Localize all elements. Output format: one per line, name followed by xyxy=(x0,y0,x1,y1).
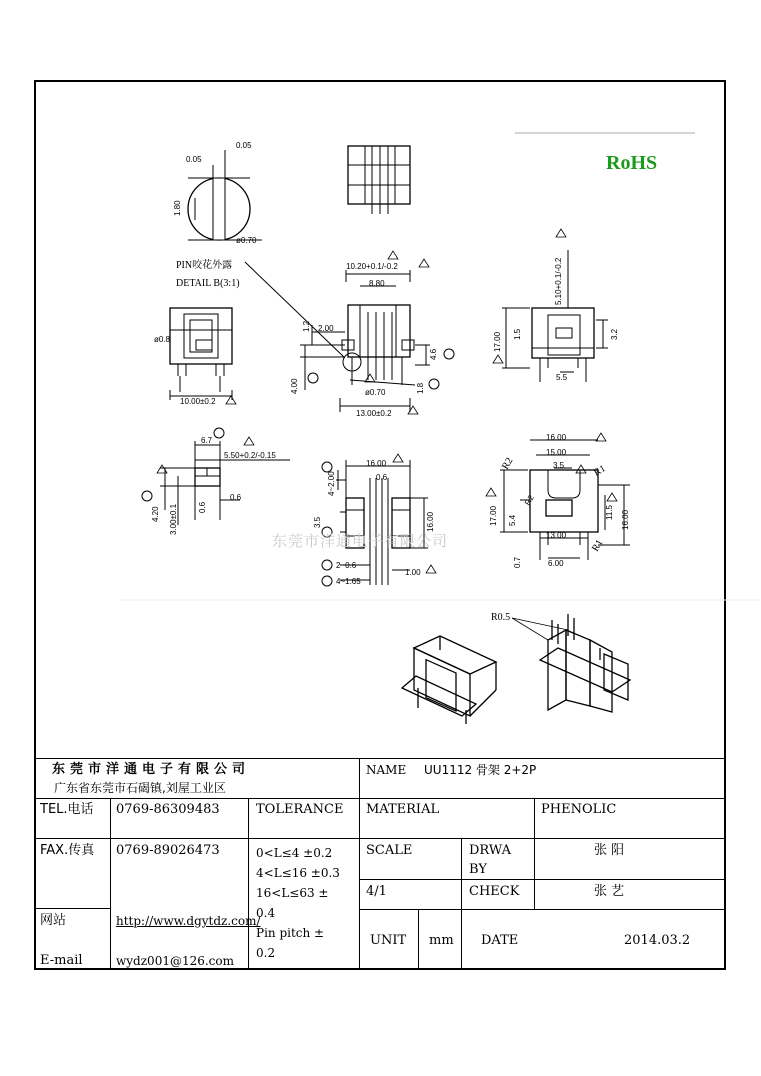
dim-main-880: 8.80 xyxy=(369,279,385,288)
detail-note-line2: DETAIL B(3:1) xyxy=(176,278,240,289)
material-value: PHENOLIC xyxy=(541,802,617,817)
dim-main-400: 4.00 xyxy=(290,378,299,394)
dim-top-005b: 0.05 xyxy=(236,141,252,150)
tel-value: 0769-86309483 xyxy=(116,802,220,817)
dim-bottom-1600: 16.00 xyxy=(366,459,387,468)
dim-bottom-06: 0.6 xyxy=(376,473,388,482)
unit-value: mm xyxy=(429,933,454,948)
top-view-pin-section xyxy=(173,141,262,245)
dim-right-07: 0.7 xyxy=(513,556,522,568)
top-pin-comb-view xyxy=(348,146,410,214)
dim-right-r2a: R2 xyxy=(500,455,516,472)
drawn-by: 张 阳 xyxy=(594,843,625,858)
tolerance-line: 16<L≤63 ± xyxy=(256,886,329,900)
detail-note-line1: PIN咬花外露 xyxy=(176,260,233,271)
dim-main-46: 4.6 xyxy=(429,348,438,360)
tolerance-table xyxy=(256,843,340,963)
dim-pin-06a: 0.6 xyxy=(198,501,207,513)
dim-side-32: 3.2 xyxy=(610,328,619,340)
drawn-label: DRWA xyxy=(469,843,512,858)
dim-bottom-35: 3.5 xyxy=(313,516,322,528)
dim-right-r1b: R1 xyxy=(590,537,606,554)
dim-right-115: 11.5 xyxy=(605,505,614,520)
bottom-view xyxy=(313,454,436,586)
dim-top-phi070: ø0.70 xyxy=(236,236,257,245)
by-label: BY xyxy=(469,862,487,877)
isometric-view-right xyxy=(540,614,630,712)
front-view xyxy=(154,308,236,406)
dim-main-18: 1.8 xyxy=(416,382,425,394)
company-name: 东莞市洋通电子有限公司 xyxy=(52,762,251,777)
scale-label: SCALE xyxy=(366,843,413,858)
dim-right-1600: 16.00 xyxy=(546,433,567,442)
dim-main-phi070: ø0.70 xyxy=(365,388,386,397)
scale-value: 4/1 xyxy=(366,884,387,899)
web-label: 网站 xyxy=(40,913,67,928)
tolerance-line: Pin pitch ± xyxy=(256,926,325,940)
title-block xyxy=(34,758,726,970)
unit-label: UNIT xyxy=(370,933,407,948)
fax-label: FAX.传真 xyxy=(40,843,95,858)
dim-bottom-4165: 4~1.65 xyxy=(336,577,361,586)
dim-main-1300: 13.00±0.2 xyxy=(356,409,392,418)
dim-right-1600v: 16.00 xyxy=(621,509,630,530)
tolerance-line: 0.2 xyxy=(256,946,276,960)
dim-right-54: 5.4 xyxy=(508,514,517,526)
dim-bottom-100: 1.00 xyxy=(405,568,421,577)
company-address: 广东省东莞市石碣镇,刘屋工业区 xyxy=(54,781,226,795)
check-label: CHECK xyxy=(469,884,520,899)
dim-main-12: 1.2 xyxy=(302,320,311,332)
isometric-view-left xyxy=(402,636,496,724)
checked-by: 张 艺 xyxy=(594,884,625,899)
dim-right-1700: 17.00 xyxy=(489,505,498,526)
rohs-mark: RoHS xyxy=(606,152,658,174)
dim-right-r1a: R1 xyxy=(592,463,608,479)
dim-right-1500: 15.00 xyxy=(546,448,567,457)
dim-right-600: 6.00 xyxy=(548,559,564,568)
fax-value: 0769-89026473 xyxy=(116,843,220,858)
dim-right-35: 3.5 xyxy=(553,461,565,470)
dim-bottom-206: 2~0.6 xyxy=(336,561,357,570)
iso-radius-note: R0.5 xyxy=(491,612,511,623)
part-name: UU1112 骨架 2+2P xyxy=(424,763,537,777)
dim-side-1700: 17.00 xyxy=(493,331,502,352)
dim-side-510: 5.10+0.1/-0.2 xyxy=(554,257,563,305)
website-link[interactable]: http://www.dgytdz.com/ xyxy=(116,914,261,928)
dim-pin-300: 3.00±0.1 xyxy=(169,503,178,535)
dim-top-005a: 0.05 xyxy=(186,155,202,164)
dim-bottom-1600v: 16.00 xyxy=(426,511,435,532)
tel-label: TEL.电话 xyxy=(40,802,94,817)
dim-main-top: 10.20+0.1/-0.2 xyxy=(346,262,398,271)
dim-front-phi08: ø0.8 xyxy=(154,335,171,344)
dim-pin-550: 5.50+0.2/-0.15 xyxy=(224,451,276,460)
right-lower-view xyxy=(486,433,630,568)
material-label: MATERIAL xyxy=(366,802,440,817)
dim-main-200: 2.00 xyxy=(318,324,334,333)
dim-front-width: 10.00±0.2 xyxy=(180,397,216,406)
dim-side-55: 5.5 xyxy=(556,373,568,382)
company-watermark: 东莞市洋通电子有限公司 xyxy=(272,532,449,550)
email-value: wydz001@126.com xyxy=(116,954,235,968)
dim-bottom-4200: 4~2.00 xyxy=(327,471,336,496)
dim-top-180: 1.80 xyxy=(173,200,182,216)
dim-right-r2b: R2 xyxy=(522,493,536,507)
tolerance-label: TOLERANCE xyxy=(256,802,344,817)
tolerance-line: 0.4 xyxy=(256,906,276,920)
dim-side-15: 1.5 xyxy=(513,328,522,340)
tolerance-line: 4<L≤16 ±0.3 xyxy=(256,866,340,880)
date-value: 2014.03.2 xyxy=(624,933,691,948)
date-label: DATE xyxy=(481,933,519,948)
dim-right-1300: 13.00 xyxy=(546,531,567,540)
dim-pin-67: 6.7 xyxy=(201,436,213,445)
main-center-view xyxy=(290,251,454,418)
tolerance-line: 0<L≤4 ±0.2 xyxy=(256,846,333,860)
side-view xyxy=(493,229,619,382)
name-label: NAME xyxy=(366,763,407,777)
pin-detail-view xyxy=(142,428,290,535)
email-label: E-mail xyxy=(40,953,83,968)
dim-pin-420: 4.20 xyxy=(151,506,160,522)
dim-pin-06b: 0.6 xyxy=(230,493,242,502)
